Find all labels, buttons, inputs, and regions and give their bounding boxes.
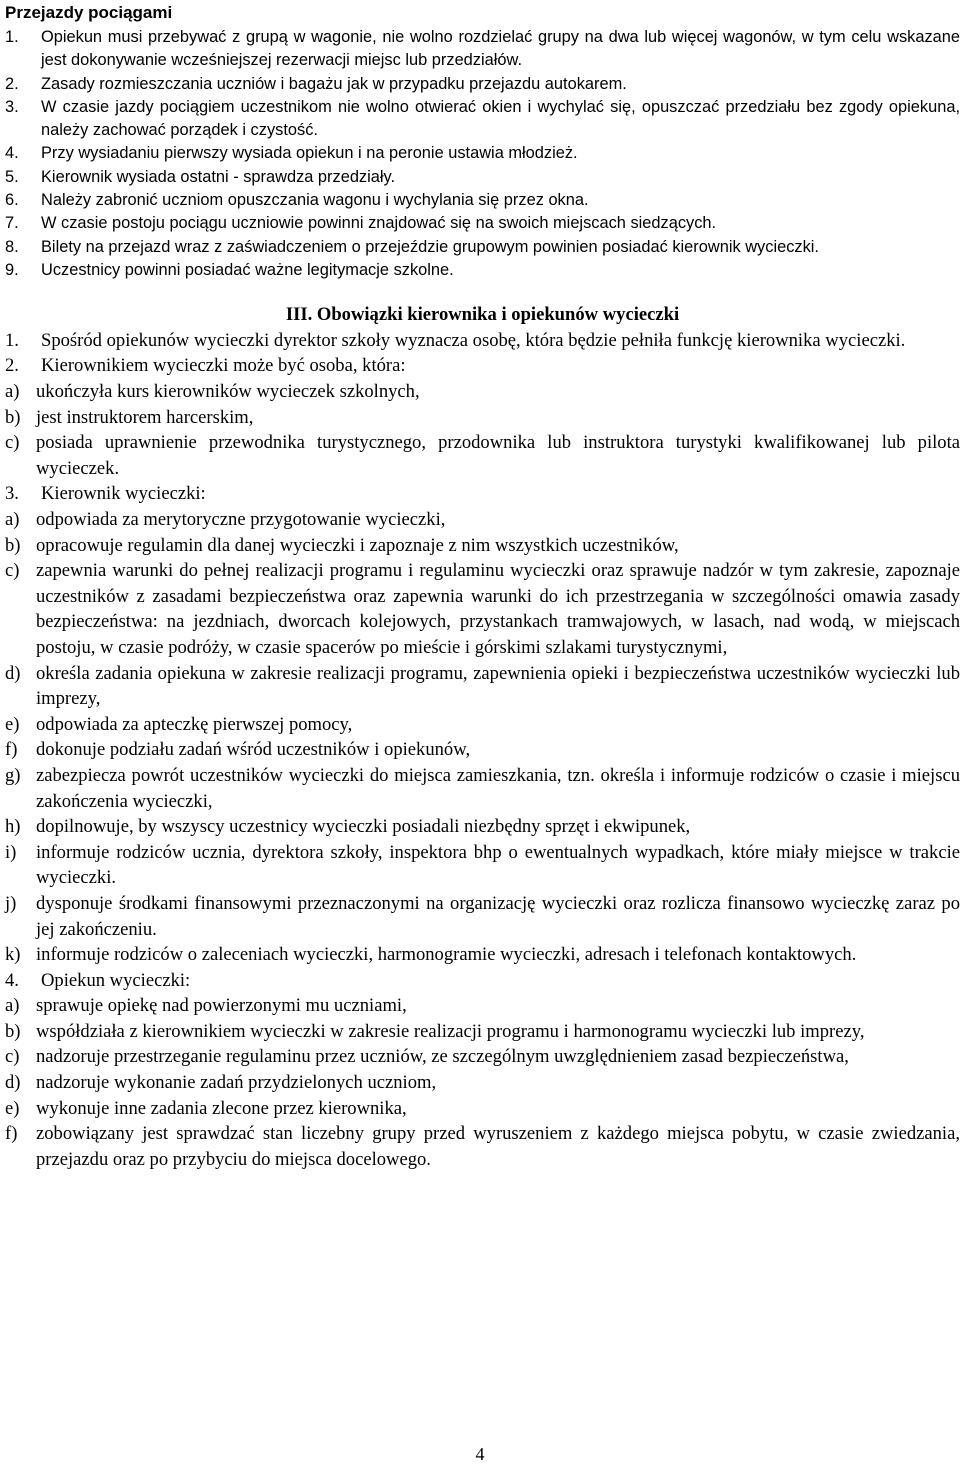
item-number: 2. (5, 74, 19, 93)
sub-item-text: dopilnowuje, by wszyscy uczestnicy wycieczki posiadali niezbędny sprzęt i ekwipunek, (36, 816, 691, 838)
item-text: Zasady rozmieszczania uczniów i bagażu jak w przypadku przejazdu autokarem. (41, 74, 627, 93)
sub-item (5, 814, 960, 840)
item-number: 1. (5, 329, 19, 351)
sub-item (5, 405, 960, 431)
sub-item (5, 763, 960, 814)
item-number: 4. (5, 144, 19, 163)
sub-item-letter: c) (5, 560, 20, 582)
sub-item-letter: b) (5, 1020, 21, 1042)
document-page (5, 0, 960, 1172)
item-text: Uczestnicy powinni posiadać ważne legitymacje szkolne. (41, 260, 454, 279)
item-text: Opiekun wycieczki: (41, 969, 191, 991)
sub-item (5, 1096, 960, 1122)
item-text: Kierownikiem wycieczki może być osoba, która: (41, 355, 406, 377)
item-number: 1. (5, 28, 19, 46)
item-number: 4. (5, 969, 19, 991)
item-text: Przy wysiadaniu pierwszy wysiada opiekun i na peronie ustawia młodzież. (41, 144, 578, 163)
item-number: 9. (5, 260, 19, 279)
sub-item-text: nadzoruje przestrzeganie regulaminu przez uczniów, ze szczególnym uwzględnieniem zasad bezpieczeństwa, (36, 1046, 849, 1068)
sub-item-text: dysponuje środkami finansowymi przeznaczonymi na organizację wycieczki oraz rozlicza finansowo wycieczkę zaraz po jej zakończeniu. (36, 892, 960, 940)
sub-item-letter: c) (5, 1046, 20, 1068)
section-title: III. Obowiązki kierownika i opiekunów wycieczki (285, 304, 680, 326)
sub-item-letter: k) (5, 944, 21, 966)
list-item (5, 73, 960, 96)
sub-item-letter: b) (5, 534, 21, 556)
item-text: Opiekun musi przebywać z grupą w wagonie, nie wolno rozdzielać grupy na dwa lub więcej wagonów, w tym celu wskazane jest dokonywanie wcześniejszej rezerwacji miejsc lub przedziałów. (41, 28, 960, 70)
list-item (5, 26, 960, 73)
sub-item-text: zobowiązany jest sprawdzać stan liczebny grupy przed wyruszeniem z każdego miejsca pobytu, w czasie zwiedzania, przejazdu oraz po przybyciu do miejsca docelowego. (36, 1123, 960, 1170)
page-heading: Przejazdy pociągami (5, 3, 173, 22)
sub-item-text: odpowiada za apteczkę pierwszej pomocy, (36, 713, 353, 735)
sub-item-letter: f) (5, 739, 18, 761)
sub-item (5, 942, 960, 968)
sub-item (5, 993, 960, 1019)
item-number: 6. (5, 191, 19, 210)
sub-item-text: nadzoruje wykonanie zadań przydzielonych uczniom, (36, 1072, 437, 1094)
page-number: 4 (475, 1444, 485, 1464)
sub-item-text: wykonuje inne zadania zlecone przez kierownika, (36, 1097, 407, 1119)
sub-item-text: zabezpiecza powrót uczestników wycieczki do miejsca zamieszkania, tzn. określa i informuje rodziców o czasie i miejscu zakończenia wycieczki, (36, 764, 960, 812)
sub-item-text: zapewnia warunki do pełnej realizacji programu i regulaminu wycieczki oraz sprawuje nadzór w tym zakresie, zapoznaje uczestników z zasadami bezpieczeństwa oraz zapewnia warunki do ich przestrzegania w szczególności omawia zasady bezpieczeństwa: na jezdniach, dworcach kolejowych, przystankach tramwajowych, w lasach, nad wodą, w miejscach postoju, w czasie podróży, w czasie spacerów po mieście i górskimi szlakami turystycznymi, (36, 560, 960, 658)
item-number: 8. (5, 237, 19, 256)
item-number: 2. (5, 355, 19, 377)
list-item (5, 259, 960, 282)
list-item (5, 236, 960, 259)
sub-item-letter: a) (5, 381, 20, 403)
list-item (5, 96, 960, 143)
sub-item (5, 533, 960, 559)
sub-item-text: informuje rodziców ucznia, dyrektora szkoły, inspektora bhp o ewentualnych wypadkach, które miały miejsce w trakcie wycieczki. (36, 841, 960, 889)
sub-item (5, 430, 960, 481)
list-item (5, 189, 960, 212)
sub-item-letter: a) (5, 995, 20, 1017)
sub-item (5, 712, 960, 738)
item-text: Spośród opiekunów wycieczki dyrektor szkoły wyznacza osobę, która będzie pełniła funkcję kierownika wycieczki. (41, 329, 906, 351)
item-text: Kierownik wycieczki: (41, 483, 206, 505)
sub-item-letter: h) (5, 816, 21, 838)
sub-item-letter: d) (5, 1072, 21, 1094)
sub-item-text: posiada uprawnienie przewodnika turystycznego, przodownika lub instruktora turystyki kwalifikowanej lub pilota wycieczek. (36, 432, 960, 479)
sub-item-letter: g) (5, 764, 21, 786)
list-item (5, 353, 960, 379)
list-item (5, 142, 960, 165)
item-number: 3. (5, 97, 19, 116)
sub-item-letter: e) (5, 713, 20, 735)
item-text: Bilety na przejazd wraz z zaświadczeniem o przejeździe grupowym powinien posiadać kierownik wycieczki. (41, 237, 819, 256)
item-text: Należy zabronić uczniom opuszczania wagonu i wychylania się przez okna. (41, 191, 589, 210)
sub-item-text: dokonuje podziału zadań wśród uczestników i opiekunów, (36, 739, 471, 761)
sub-item-letter: f) (5, 1123, 18, 1145)
sub-item-text: sprawuje opiekę nad powierzonymi mu uczniami, (36, 995, 407, 1017)
sub-item-letter: c) (5, 432, 20, 454)
list-item (5, 166, 960, 189)
sub-item (5, 1019, 960, 1045)
sub-item-text: informuje rodziców o zaleceniach wycieczki, harmonogramie wycieczki, adresach i telefonach kontaktowych. (36, 944, 857, 966)
sub-item-letter: d) (5, 662, 21, 684)
sub-item-text: jest instruktorem harcerskim, (36, 406, 254, 428)
sub-item-text: ukończyła kurs kierowników wycieczek szkolnych, (36, 381, 420, 403)
sub-item-letter: a) (5, 509, 20, 531)
sub-item (5, 840, 960, 891)
sub-item-letter: e) (5, 1097, 20, 1119)
sub-item-text: określa zadania opiekuna w zakresie realizacji programu, zapewnienia opieki i bezpieczeństwa uczestników wycieczki lub imprezy, (36, 662, 960, 710)
sub-item (5, 891, 960, 942)
item-text: W czasie jazdy pociągiem uczestnikom nie wolno otwierać okien i wychylać się, opuszczać przedziału bez zgody opiekuna, należy zachować porządek i czystość. (41, 97, 960, 140)
item-number: 7. (5, 214, 19, 233)
item-text: Kierownik wysiada ostatni - sprawdza przedziały. (41, 167, 396, 186)
sub-item (5, 661, 960, 712)
list-item (5, 968, 960, 994)
duties-list (5, 328, 960, 1173)
sub-item (5, 737, 960, 763)
sub-item-text: opracowuje regulamin dla danej wycieczki i zapoznaje z nim wszystkich uczestników, (36, 534, 679, 556)
train-rules-list (5, 26, 960, 282)
item-number: 3. (5, 483, 19, 505)
list-item (5, 328, 960, 354)
sub-item (5, 379, 960, 405)
sub-item-letter: i) (5, 841, 17, 863)
sub-item (5, 507, 960, 533)
item-text: W czasie postoju pociągu uczniowie powinni znajdować się na swoich miejscach siedzących. (41, 214, 717, 233)
list-item (5, 481, 960, 507)
sub-item-text: współdziała z kierownikiem wycieczki w zakresie realizacji programu i harmonogramu wycieczki lub imprezy, (36, 1020, 865, 1042)
sub-item-text: odpowiada za merytoryczne przygotowanie wycieczki, (36, 509, 446, 531)
sub-item (5, 558, 960, 660)
list-item (5, 212, 960, 235)
sub-item-letter: b) (5, 406, 21, 428)
item-number: 5. (5, 167, 19, 186)
sub-item-letter: j) (5, 892, 17, 914)
sub-item (5, 1121, 960, 1172)
sub-item (5, 1044, 960, 1070)
sub-item (5, 1070, 960, 1096)
